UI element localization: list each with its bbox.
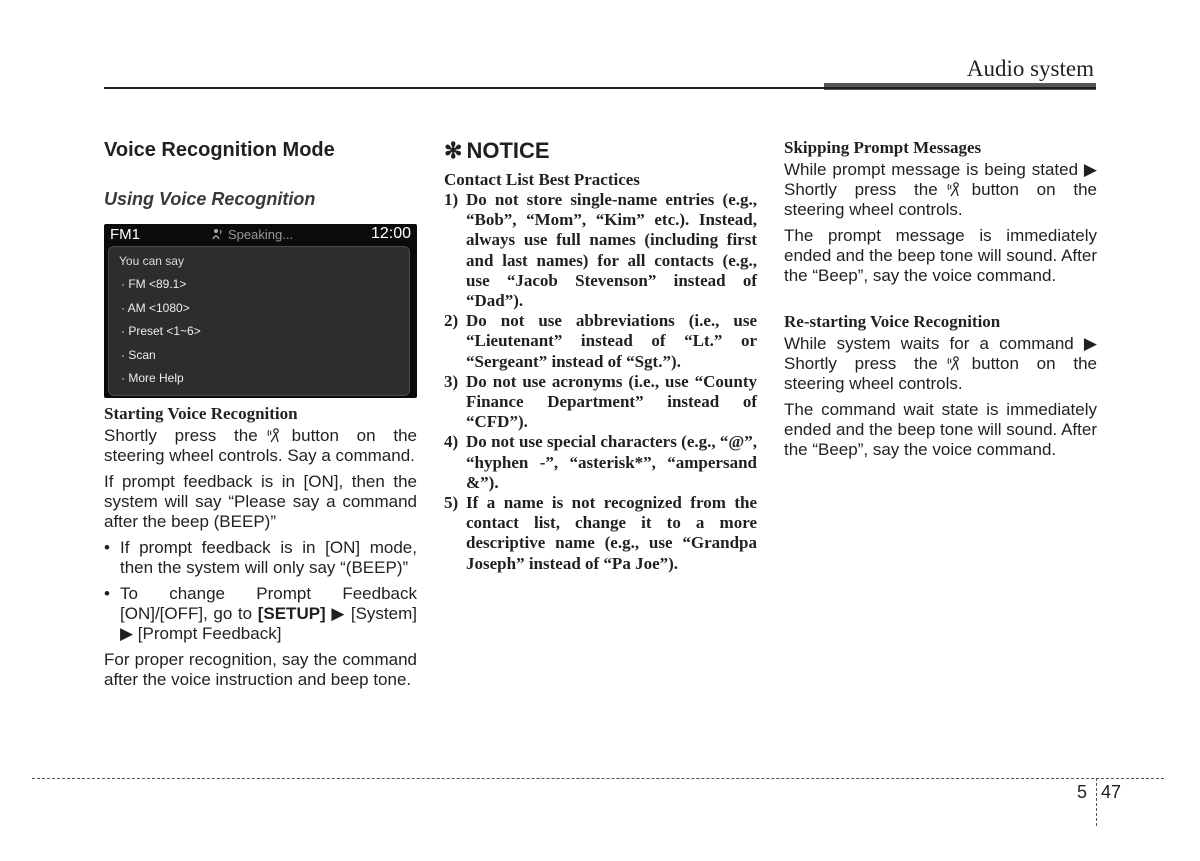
screen-item: · Scan (121, 348, 156, 362)
screen-time: 12:00 (370, 225, 411, 242)
notice-asterisk-icon: ✻ (444, 138, 463, 163)
notice-list (444, 190, 757, 574)
notice-item (444, 311, 757, 372)
notice-item (444, 432, 757, 493)
starting-paragraph-1 (104, 426, 417, 466)
bullet-item (104, 538, 417, 578)
screen-status-bar (104, 224, 417, 246)
bullet2-b: ▶ [System] ▶ [Prompt Feedback] (120, 604, 417, 643)
notice-item-number: 3) (444, 371, 459, 391)
setup-keyword: [SETUP] (257, 604, 326, 623)
page-divider (1096, 778, 1097, 826)
notice-item-number: 5) (444, 493, 459, 513)
notice-item-text: Do not store single-name entries (e.g., “Bob”, “Mom”, “Kim” etc.). Instead, always use full names (including first and last names) for all contacts (e.g., use “Jacob Stevenson” instead of “Dad”). (466, 190, 757, 311)
voice-talk-icon (946, 181, 964, 197)
notice-item-text: If a name is not recognized from the contact list, change it to a more descriptive name (e.g., use “Grandpa Joseph” instead of “Pa Joe”). (466, 493, 757, 573)
bullet-item (104, 584, 417, 644)
voice-talk-icon (266, 427, 284, 443)
screen-band: FM1 (110, 226, 140, 243)
spacer (784, 292, 1097, 312)
skip-paragraph-2: The prompt message is immediately ended and the beep tone will sound. After the “Beep”, say the voice command. (784, 226, 1097, 285)
skip-p1-a: While prompt message is being stated ▶ Shortly press the (784, 160, 1097, 199)
screen-panel (108, 246, 410, 396)
notice-item-text: Do not use abbreviations (i.e., use “Lieutenant” instead of “Lt.” or “Sergeant” instead of “Sgt.”). (466, 311, 757, 371)
starting-p1-a: Shortly press the (104, 426, 258, 445)
notice-item (444, 190, 757, 311)
bullet-text (120, 584, 417, 644)
restart-p1-a: While system waits for a command ▶ Shortly press the (784, 334, 1097, 373)
subsection-title: Using Voice Recognition (104, 189, 316, 209)
section-title: Voice Recognition Mode (104, 139, 335, 161)
notice-item (444, 372, 757, 433)
notice-item (444, 493, 757, 574)
header-rule (104, 87, 1096, 89)
header-title: Audio system (966, 56, 1094, 81)
restart-title: Re-starting Voice Recognition (784, 312, 1001, 331)
column-3 (784, 138, 1097, 466)
starting-paragraph-2: If prompt feedback is in [ON], then the system will say “Please say a command after the beep (BEEP)” (104, 472, 417, 531)
chapter-number: 5 (1077, 782, 1088, 802)
skip-paragraph-1 (784, 160, 1097, 220)
speaking-icon (212, 228, 224, 240)
notice-item-text: Do not use acronyms (i.e., use “County Finance Department” instead of “CFD”). (466, 371, 757, 432)
audio-screen (104, 224, 417, 398)
screen-item: · Preset <1~6> (121, 324, 201, 338)
restart-paragraph-1 (784, 334, 1097, 394)
screen-status (212, 227, 293, 242)
bullet2-a: To change Prompt Feedback [ON]/[OFF], go to (120, 584, 417, 623)
voice-talk-icon (946, 355, 964, 371)
notice-title (444, 138, 757, 164)
screen-heading: You can say (119, 254, 184, 268)
skip-title: Skipping Prompt Messages (784, 138, 982, 157)
screen-item: · More Help (121, 371, 184, 385)
skip-p1-b: button on the steering wheel controls. (784, 180, 1097, 219)
bullet-dot: • (104, 584, 110, 603)
screen-status-text: Speaking... (228, 227, 294, 242)
notice-item-number: 4) (444, 432, 459, 452)
starting-title: Starting Voice Recognition (104, 404, 298, 423)
notice-title-text: NOTICE (466, 138, 550, 163)
column-1 (104, 138, 417, 696)
notice-item-text: Do not use special characters (e.g., “@”, “hyphen -”, “asterisk*”, “ampersand &”). (466, 432, 757, 492)
bullet-text: If prompt feedback is in [ON] mode, then the system will only say “(BEEP)” (120, 538, 417, 577)
bullet-dot: • (104, 538, 110, 557)
starting-p1-b: button on the steering wheel controls. Say a command. (104, 426, 417, 465)
restart-p1-b: button on the steering wheel controls. (784, 354, 1097, 393)
column-2 (444, 138, 757, 574)
footer-rule (32, 778, 1164, 779)
notice-item-number: 1) (444, 190, 459, 209)
closing-paragraph: For proper recognition, say the command after the voice instruction and beep tone. (104, 650, 417, 689)
restart-paragraph-2: The command wait state is immediately ended and the beep tone will sound. After the “Beep”, say the voice command. (784, 400, 1097, 459)
screen-item: · FM <89.1> (121, 277, 187, 291)
screen-item: · AM <1080> (121, 301, 190, 315)
notice-subtitle: Contact List Best Practices (444, 170, 640, 189)
notice-item-number: 2) (444, 311, 459, 331)
page-number: 47 (1101, 782, 1122, 802)
